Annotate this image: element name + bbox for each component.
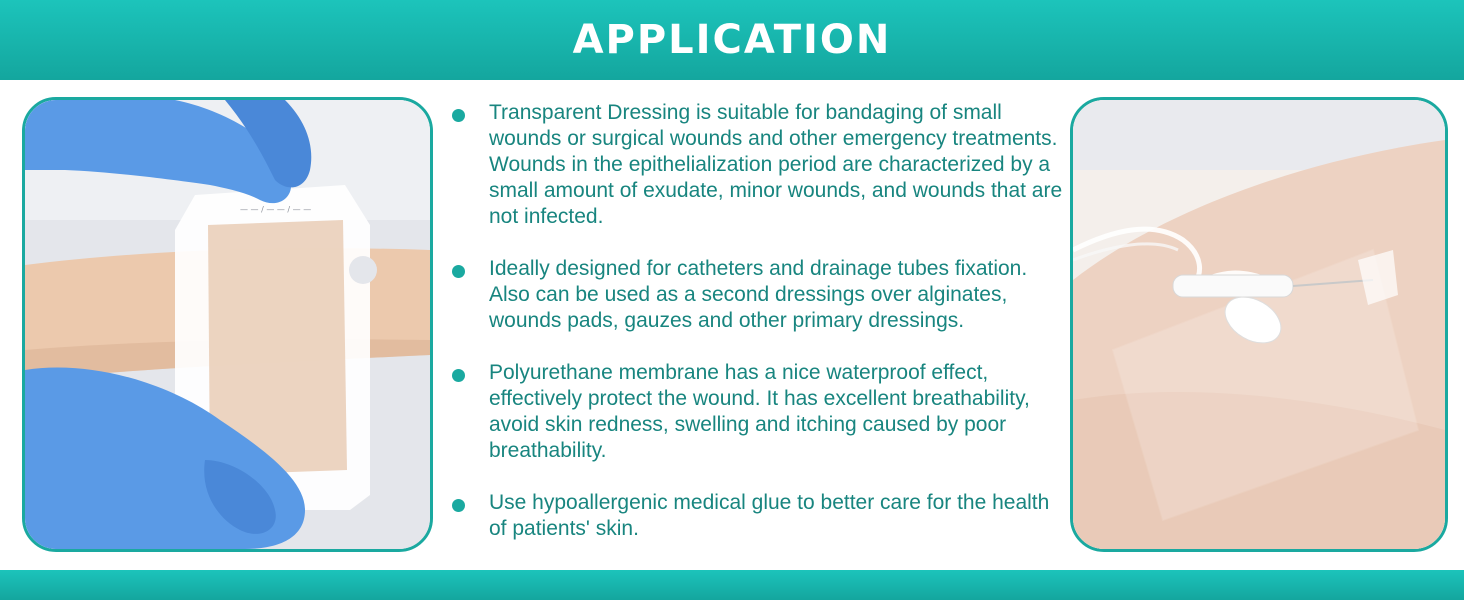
feature-text: Polyurethane membrane has a nice waterproof effect, effectively protect the wound. It has excellent breathability, avoid skin redness, swelling and itching caused by poor breathability. — [489, 361, 1030, 462]
feature-text: Transparent Dressing is suitable for bandaging of small wounds or surgical wounds and other emergency treatments. Wounds in the epithelialization period are characterized by a small amount of exudate, minor wounds, and wounds that are not infected. — [489, 101, 1063, 228]
bullet-dot-icon — [452, 369, 465, 382]
bullet-dot-icon — [452, 499, 465, 512]
svg-text:— — / — — / — —: — — / — — / — — — [240, 205, 312, 214]
dressing-application-photo — [22, 97, 433, 552]
page-title: APPLICATION — [572, 17, 892, 63]
feature-item — [450, 100, 1070, 230]
feature-text: Ideally designed for catheters and drainage tubes fixation. Also can be used as a second dressings over alginates, wounds pads, gauzes and other primary dressings. — [489, 257, 1028, 332]
iv-catheter-illustration — [1073, 100, 1445, 549]
footer-banner — [0, 570, 1464, 600]
bullet-dot-icon — [452, 265, 465, 278]
dressing-application-illustration — [25, 100, 430, 549]
feature-text: Use hypoallergenic medical glue to better care for the health of patients' skin. — [489, 491, 1050, 540]
header-banner — [0, 0, 1464, 80]
feature-list — [450, 100, 1070, 542]
feature-item — [450, 360, 1070, 464]
feature-item — [450, 490, 1070, 542]
bullet-dot-icon — [452, 109, 465, 122]
iv-catheter-photo — [1070, 97, 1448, 552]
feature-item — [450, 256, 1070, 334]
